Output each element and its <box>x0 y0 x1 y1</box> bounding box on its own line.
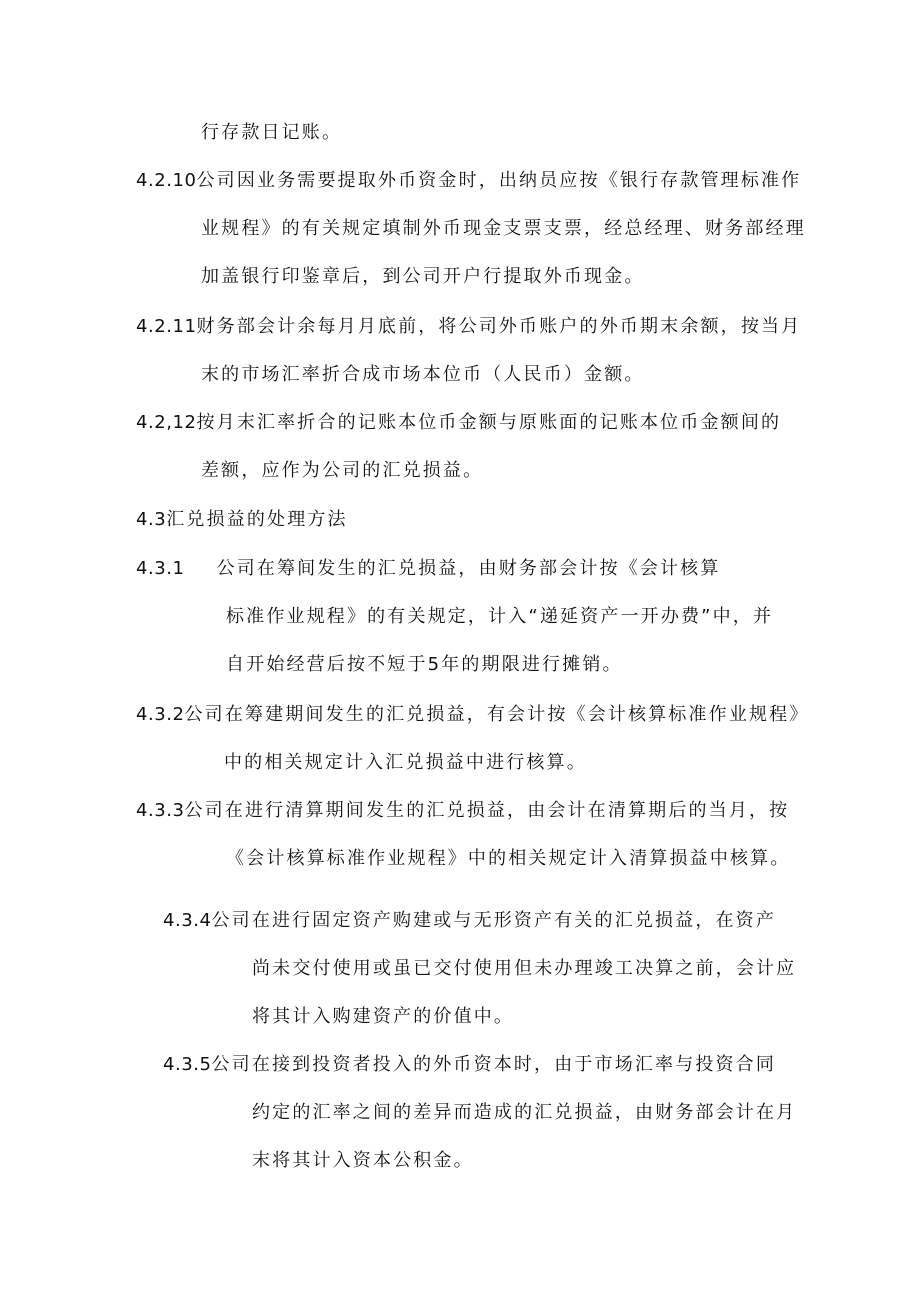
text-line <box>226 653 623 677</box>
text-line <box>226 847 790 871</box>
clause-number: 4.3.5 <box>163 1054 212 1075</box>
clause-number: 4.3.1 <box>136 558 185 579</box>
text-line <box>201 121 342 145</box>
line-text: 公司在进行清算期间发生的汇兑损益，由会计在清算期后的当月，按 <box>184 800 790 821</box>
line-text: 公司在接到投资者投入的外币资本时，由于市场汇率与投资合同 <box>211 1054 776 1075</box>
text-line <box>252 1149 474 1173</box>
text-line <box>224 751 587 775</box>
line-text: 业规程》的有关规定填制外币现金支票支票，经总经理、财务部经理 <box>201 218 806 239</box>
clause-line <box>136 703 809 727</box>
clause-number: 4.3.3 <box>136 800 185 821</box>
line-text: 将其计入购建资产的价值中。 <box>252 1006 515 1027</box>
line-text: 差额，应作为公司的汇兑损益。 <box>201 460 484 481</box>
clause-number: 4.2.10 <box>136 170 197 191</box>
line-text: 公司因业务需要提取外币资金时，出纳员应按《银行存款管理标准作 <box>196 170 802 191</box>
clause-line <box>136 315 801 339</box>
clause-line <box>136 557 721 581</box>
line-text: 《会计核算标准作业规程》中的相关规定计入清算损益中核算。 <box>226 848 791 869</box>
line-text: 按月末汇率折合的记账本位币金额与原账面的记账本位币金额间的 <box>196 412 782 433</box>
line-text: 约定的汇率之间的差异而造成的汇兑损益，由财务部会计在月 <box>252 1102 797 1123</box>
line-text: 标准作业规程》的有关规定，计入“递延资产一开办费”中，并 <box>226 606 774 627</box>
text-line <box>252 1005 514 1029</box>
clause-line <box>136 411 781 435</box>
line-text: 尚未交付使用或虽已交付使用但未办理竣工决算之前，会计应 <box>252 958 797 979</box>
line-text: 自开始经营后按不短于5年的期限进行摊销。 <box>226 654 623 675</box>
clause-line <box>163 909 776 933</box>
line-text: 行存款日记账。 <box>201 122 343 143</box>
clause-line <box>163 1053 776 1077</box>
line-text: 中的相关规定计入汇兑损益中进行核算。 <box>224 752 587 773</box>
line-text: 加盖银行印鉴章后，到公司开户行提取外币现金。 <box>201 266 645 287</box>
text-line <box>201 217 806 241</box>
text-line <box>201 459 483 483</box>
clause-number: 4.2.11 <box>136 316 197 337</box>
text-line <box>201 265 645 289</box>
line-text: 公司在筹间发生的汇兑损益，由财务部会计按《会计核算 <box>216 558 721 579</box>
clause-number: 4.3.4 <box>163 910 212 931</box>
clause-number: 4.3.2 <box>136 704 185 725</box>
clause-line <box>136 799 789 823</box>
line-text: 公司在进行固定资产购建或与无形资产有关的汇兑损益，在资产 <box>211 910 776 931</box>
section-heading <box>136 508 348 532</box>
section-number: 4.3 <box>136 509 167 530</box>
line-text: 财务部会计余每月月底前，将公司外币账户的外币期末余额，按当月 <box>196 316 802 337</box>
text-line <box>201 363 645 387</box>
clause-line <box>136 169 801 193</box>
line-text: 公司在筹建期间发生的汇兑损益，有会计按《会计核算标准作业规程》 <box>184 704 810 725</box>
text-line <box>252 957 796 981</box>
clause-number: 4.2,12 <box>136 412 197 433</box>
line-text: 末将其计入资本公积金。 <box>252 1150 474 1171</box>
line-text: 末的市场汇率折合成市场本位币（人民币）金额。 <box>201 364 645 385</box>
text-line <box>252 1101 796 1125</box>
section-title: 汇兑损益的处理方法 <box>166 509 348 530</box>
text-line <box>226 605 773 629</box>
